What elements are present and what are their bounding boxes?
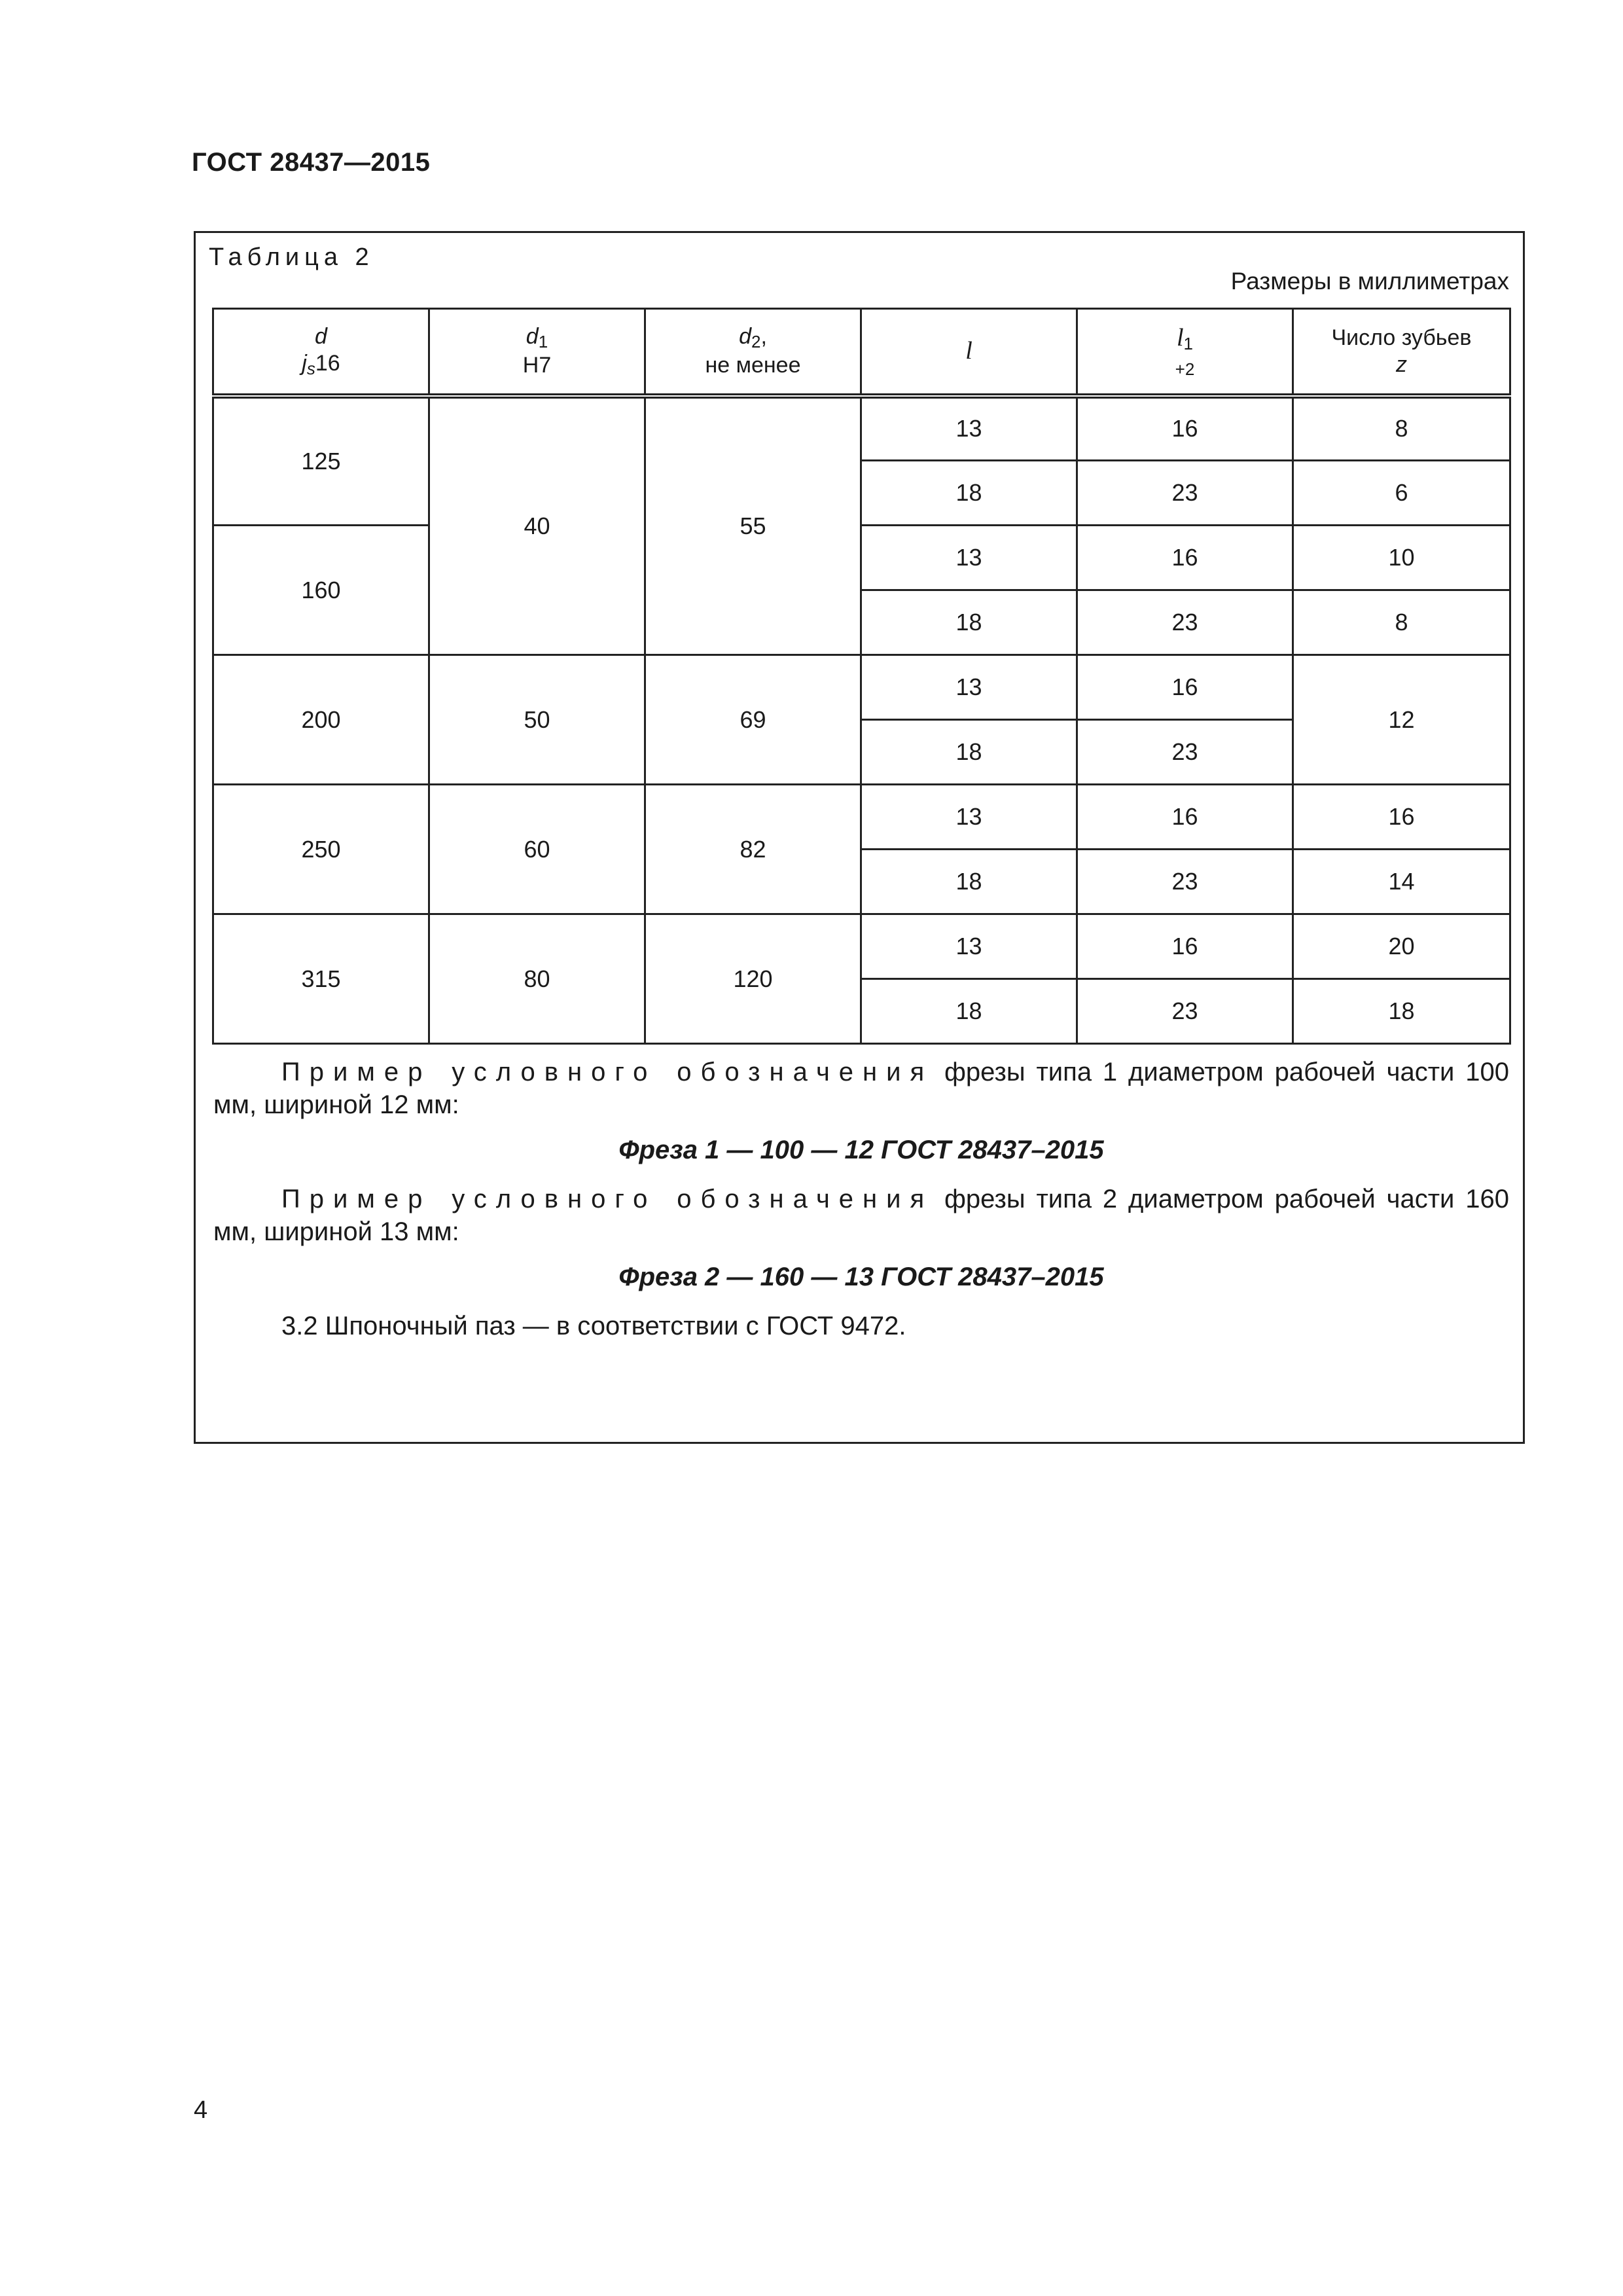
- cell-d: 250: [213, 785, 429, 914]
- cell-l1: 16: [1077, 526, 1293, 590]
- cell-z: 6: [1293, 461, 1510, 526]
- header-d2: d2, не менее: [645, 309, 861, 396]
- cell-z: 18: [1293, 979, 1510, 1044]
- cell-l1: 23: [1077, 850, 1293, 914]
- page-number: 4: [194, 2096, 208, 2124]
- cell-l: 18: [861, 461, 1077, 526]
- units-note: Размеры в миллиметрах: [1230, 268, 1509, 295]
- header-l: l: [861, 309, 1077, 396]
- table-row: [213, 526, 1510, 590]
- cell-l: 18: [861, 590, 1077, 655]
- cell-z: 20: [1293, 914, 1510, 979]
- clause-text: 3.2 Шпоночный паз — в соответствии с ГОСТ 9472.: [281, 1312, 906, 1340]
- cell-z: 16: [1293, 785, 1510, 850]
- example-1-paragraph: [213, 1056, 1509, 1121]
- table-row: [213, 785, 1510, 850]
- cell-d: 125: [213, 396, 429, 526]
- cell-d2: 55: [645, 396, 861, 655]
- cell-l: 13: [861, 396, 1077, 461]
- cell-l: 18: [861, 979, 1077, 1044]
- cell-d: 315: [213, 914, 429, 1044]
- cell-l1: 23: [1077, 979, 1293, 1044]
- cell-d2: 82: [645, 785, 861, 914]
- header-d1: d1 H7: [429, 309, 645, 396]
- cell-z: 10: [1293, 526, 1510, 590]
- cell-l: 18: [861, 850, 1077, 914]
- table-row: [213, 914, 1510, 979]
- cell-l: 18: [861, 720, 1077, 785]
- cell-d1: 80: [429, 914, 645, 1044]
- cell-d2: 120: [645, 914, 861, 1044]
- table-caption: Таблица 2: [209, 243, 374, 271]
- example-2-paragraph: [213, 1183, 1509, 1248]
- document-header: ГОСТ 28437—2015: [192, 148, 431, 177]
- cell-l1: 16: [1077, 655, 1293, 720]
- cell-l1: 16: [1077, 396, 1293, 461]
- dimensions-table: [212, 308, 1511, 1045]
- cell-l1: 23: [1077, 461, 1293, 526]
- clause-paragraph: [213, 1310, 1509, 1342]
- header-d: d js16: [213, 309, 429, 396]
- cell-l: 13: [861, 914, 1077, 979]
- example-2-lead: Пример условного обозначения: [281, 1185, 934, 1213]
- header-l1: l1 +2: [1077, 309, 1293, 396]
- cell-l1: 23: [1077, 720, 1293, 785]
- cell-d: 160: [213, 526, 429, 655]
- cell-z: 12: [1293, 655, 1510, 785]
- cell-z: 8: [1293, 396, 1510, 461]
- example-1-designation: Фреза 1 — 100 — 12 ГОСТ 28437–2015: [618, 1136, 1104, 1164]
- cell-l1: 16: [1077, 785, 1293, 850]
- cell-l1: 23: [1077, 590, 1293, 655]
- cell-l: 13: [861, 655, 1077, 720]
- cell-l: 13: [861, 526, 1077, 590]
- example-2-designation: Фреза 2 — 160 — 13 ГОСТ 28437–2015: [618, 1263, 1104, 1291]
- cell-d1: 60: [429, 785, 645, 914]
- example-1-text: фрезы типа 1 диаметром рабочей части 100 мм, шириной 12 мм:: [213, 1058, 1509, 1119]
- table-header-row: [213, 309, 1510, 396]
- cell-d2: 69: [645, 655, 861, 785]
- cell-z: 8: [1293, 590, 1510, 655]
- example-2-text: фрезы типа 2 диаметром рабочей части 160 мм, шириной 13 мм:: [213, 1185, 1509, 1246]
- cell-z: 14: [1293, 850, 1510, 914]
- cell-d1: 40: [429, 396, 645, 655]
- cell-d: 200: [213, 655, 429, 785]
- cell-l1: 16: [1077, 914, 1293, 979]
- table-row: [213, 655, 1510, 720]
- header-z: Число зубьев z: [1293, 309, 1510, 396]
- cell-d1: 50: [429, 655, 645, 785]
- cell-l: 13: [861, 785, 1077, 850]
- table-row: [213, 396, 1510, 461]
- example-1-lead: Пример условного обозначения: [281, 1058, 934, 1086]
